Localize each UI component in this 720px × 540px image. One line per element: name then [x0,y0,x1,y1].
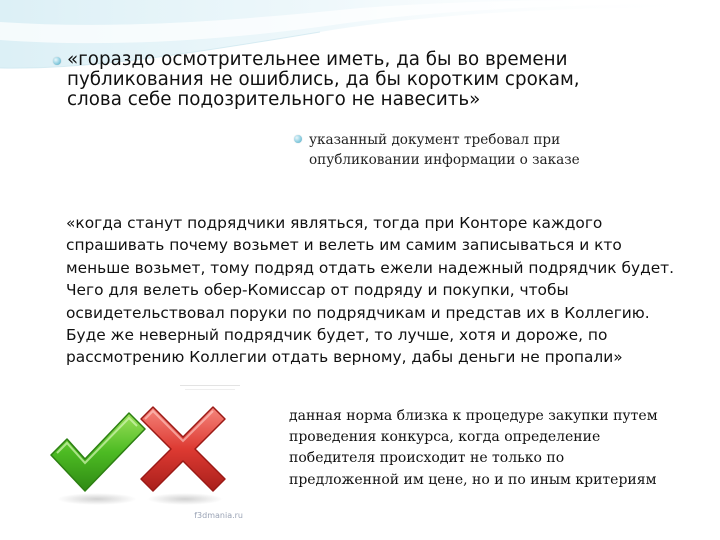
quote-main: «когда станут подрядчики являться, тогда при Конторе каждого спрашивать почему возьмет и велеть им самим записываться и кто меньше возьмет, тому подряд отдать ежели надежный подрядчик будет. Чего для велеть обер-Комиссар от подряду и покупки, чтобы освидетельствовал поруки по подрядчикам и представ их в Коллегию. Буде же неверный подрядчик будет, то лучше, хотя и дороже, по рассмотрению Коллегии отдать верному, дабы деньги не пропали» [66,214,675,367]
bullet-marker [294,135,302,143]
check-mark-icon [51,413,145,491]
note-bottom: данная норма близка к процедуре закупки путем проведения конкурса, когда определение победителя происходит не только по предложенной им цене, но и по иным критериям [289,408,658,488]
cross-mark-icon [141,407,225,491]
quote-top: «гораздо осмотрительнее иметь, да бы во времени публикования не ошиблись, да бы коротким срокам, слова себе подозрительного не навесить» [67,49,580,110]
note-top: указанный документ требовал при опубликовании информации о заказе [309,132,580,168]
check-cross-illustration [45,385,277,530]
image-watermark: f3dmania.ru [194,511,243,520]
check-cross-image [45,385,277,530]
bullet-marker [53,57,61,65]
